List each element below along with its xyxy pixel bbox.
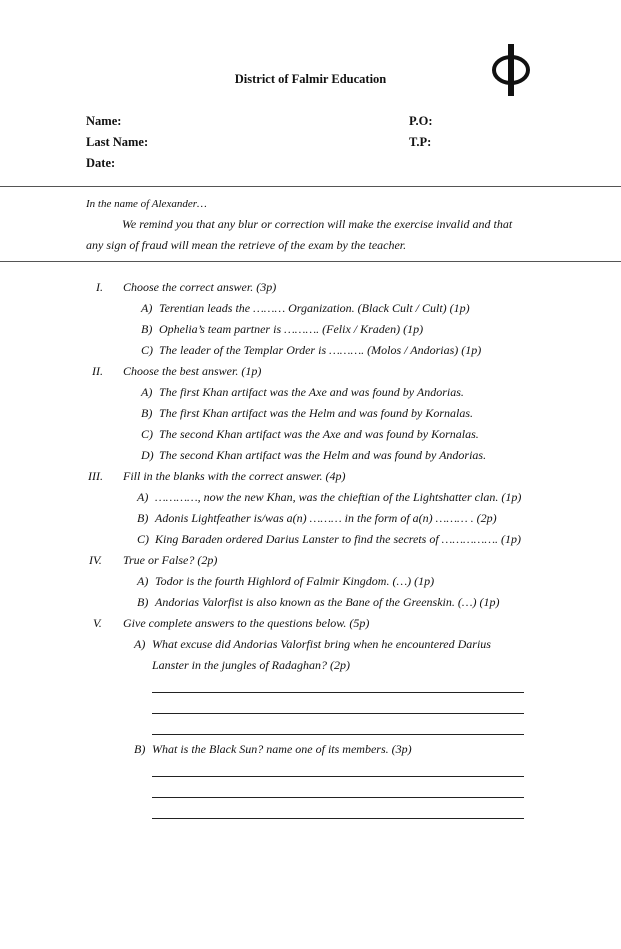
notice-opening: In the name of Alexander… <box>86 198 207 210</box>
question-text-line-1: What excuse did Andorias Valorfist bring when he encountered Darius <box>152 637 491 651</box>
item-text: …………, now the new Khan, was the chieftian of the Lightshatter clan. (1p) <box>155 490 522 504</box>
tp-label: T.P: <box>409 135 432 149</box>
item-letter: A) <box>141 385 153 399</box>
item-text: Ophelia’s team partner is ………. (Felix / Kraden) (1p) <box>159 322 424 336</box>
answer-line[interactable] <box>152 692 524 693</box>
section-numeral: II. <box>92 364 103 378</box>
item-text: The first Khan artifact was the Helm and was found by Kornalas. <box>159 406 474 420</box>
section-title: Choose the best answer. (1p) <box>123 364 262 378</box>
item-letter: A) <box>137 490 149 504</box>
item-letter: A) <box>141 301 153 315</box>
item-letter: C) <box>137 532 149 546</box>
exam-title: District of Falmir Education <box>234 72 387 86</box>
answer-line[interactable] <box>152 776 524 777</box>
question-text-line-1: What is the Black Sun? name one of its members. (3p) <box>152 742 412 756</box>
question-text-line-2: Lanster in the jungles of Radaghan? (2p) <box>152 658 350 672</box>
item-letter: B) <box>134 742 146 756</box>
item-letter: D) <box>141 448 154 462</box>
item-text: King Baraden ordered Darius Lanster to find the secrets of ……………. (1p) <box>155 532 521 546</box>
item-letter: B) <box>137 595 149 609</box>
section-title: Fill in the blanks with the correct answer. (4p) <box>123 469 346 483</box>
divider-bottom <box>0 261 621 262</box>
divider-top <box>0 186 621 187</box>
item-letter: C) <box>141 427 153 441</box>
item-text: The first Khan artifact was the Axe and was found by Andorias. <box>159 385 464 399</box>
section-title: Give complete answers to the questions below. (5p) <box>123 616 370 630</box>
item-letter: B) <box>141 322 153 336</box>
answer-line[interactable] <box>152 797 524 798</box>
po-label: P.O: <box>409 114 433 128</box>
item-text: The leader of the Templar Order is ………. (Molos / Andorias) (1p) <box>159 343 482 357</box>
item-text: Terentian leads the ……… Organization. (Black Cult / Cult) (1p) <box>159 301 470 315</box>
item-letter: B) <box>137 511 149 525</box>
last-name-label: Last Name: <box>86 135 149 149</box>
date-label: Date: <box>86 156 116 170</box>
section-numeral: V. <box>93 616 102 630</box>
item-letter: B) <box>141 406 153 420</box>
item-text: The second Khan artifact was the Helm and was found by Andorias. <box>159 448 487 462</box>
item-text: Andorias Valorfist is also known as the Bane of the Greenskin. (…) (1p) <box>155 595 500 609</box>
answer-line[interactable] <box>152 734 524 735</box>
answer-line[interactable] <box>152 713 524 714</box>
answer-line[interactable] <box>152 818 524 819</box>
phi-icon <box>488 40 534 100</box>
section-numeral: IV. <box>89 553 102 567</box>
section-title: Choose the correct answer. (3p) <box>123 280 277 294</box>
section-numeral: I. <box>96 280 103 294</box>
item-letter: A) <box>137 574 149 588</box>
item-text: Todor is the fourth Highlord of Falmir Kingdom. (…) (1p) <box>155 574 435 588</box>
notice-line-2: any sign of fraud will mean the retrieve of the exam by the teacher. <box>86 238 407 252</box>
item-text: The second Khan artifact was the Axe and was found by Kornalas. <box>159 427 479 441</box>
section-numeral: III. <box>88 469 103 483</box>
name-label: Name: <box>86 114 122 128</box>
item-text: Adonis Lightfeather is/was a(n) ……… in the form of a(n) ……… . (2p) <box>155 511 497 525</box>
notice-line-1: We remind you that any blur or correction will make the exercise invalid and that <box>122 217 513 231</box>
item-letter: A) <box>134 637 146 651</box>
section-title: True or False? (2p) <box>123 553 218 567</box>
item-letter: C) <box>141 343 153 357</box>
